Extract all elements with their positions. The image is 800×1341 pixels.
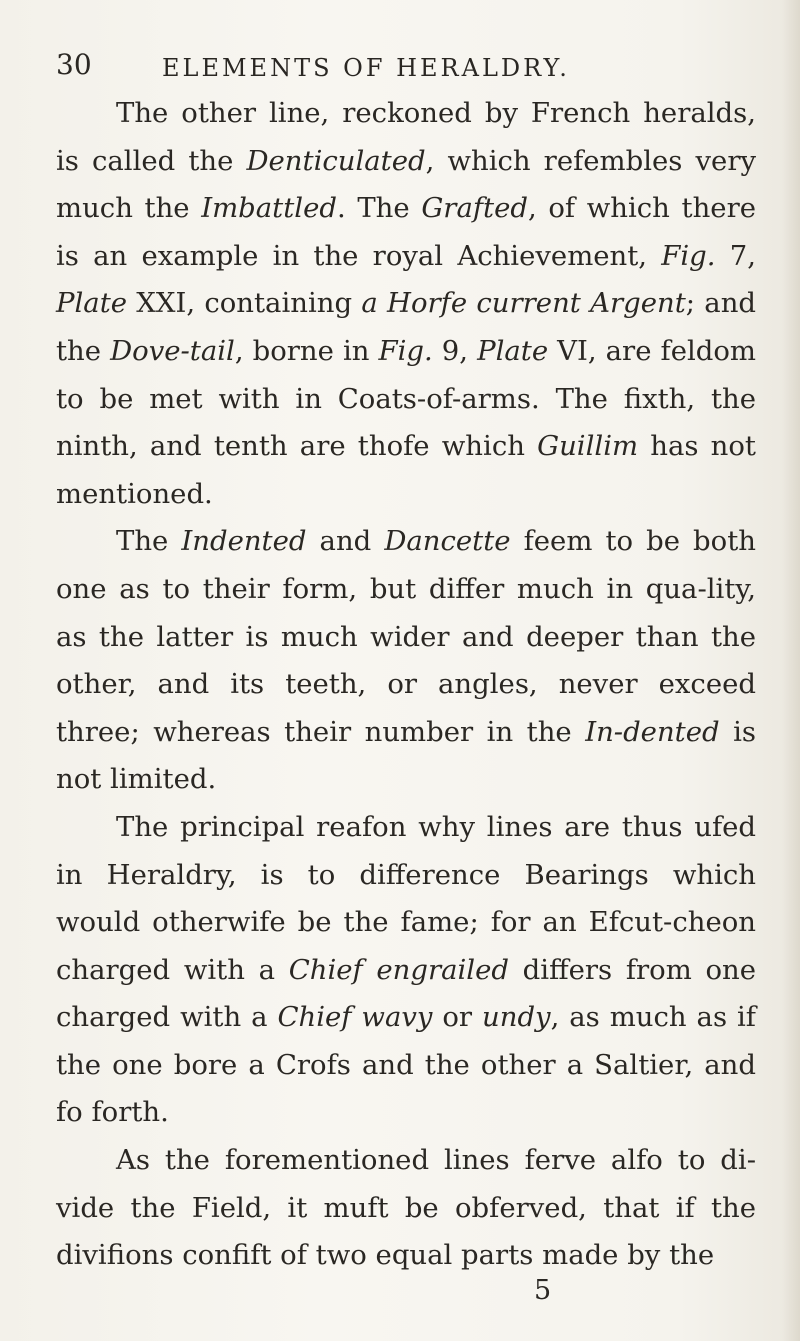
italic-text: Imbattled — [201, 192, 337, 225]
italic-text: Plate — [56, 287, 128, 320]
text-run: is not limited. — [56, 715, 756, 796]
text-run: The other line, reckoned by French heralds, is called the — [56, 97, 756, 177]
italic-text: Grafted — [421, 192, 528, 225]
catchword: 5 — [534, 1275, 552, 1306]
italic-text: Denticulated — [246, 144, 426, 177]
paragraph-2 — [56, 518, 756, 804]
text-run: ; and the — [56, 287, 757, 367]
text-run: VI, are feldom to be met with in Coats-of-arms. The fixth, the ninth, and tenth are thofe which — [56, 334, 756, 463]
italic-text: In-dented — [585, 715, 720, 748]
italic-text: Guillim — [537, 430, 639, 463]
italic-text: Plate — [477, 334, 549, 367]
text-run: , of which there is an example in the royal Achievement, — [56, 192, 756, 272]
text-run: , which refembles very much the — [56, 144, 756, 225]
page-number: 30 — [56, 48, 92, 81]
text-run: , as much as if the one bore a Crofs and the other a Saltier, and fo forth. — [56, 1001, 756, 1129]
italic-text: a Horfe current Argent — [361, 287, 686, 320]
body-text — [56, 90, 756, 1280]
italic-text: Dancette — [384, 525, 511, 558]
text-run: or — [432, 1001, 483, 1034]
text-run: As the forementioned lines ferve alfo to di-vide the Field, it muft be obferved, that if the divifions confift of two equal parts made by the — [56, 1144, 756, 1272]
text-run: , borne in — [234, 334, 379, 367]
paragraph-4 — [56, 1137, 756, 1280]
text-run: The — [116, 525, 182, 558]
text-run: and — [306, 525, 385, 558]
text-run: . The — [336, 192, 422, 225]
italic-text: undy — [482, 1001, 551, 1034]
text-run: has not mentioned. — [56, 430, 756, 510]
text-run: differs from one charged with a — [56, 953, 757, 1034]
text-run: XXI, containing — [127, 287, 362, 320]
running-head: ELEMENTS OF HERALDRY. — [162, 54, 570, 82]
italic-text: Dove-tail — [110, 334, 235, 367]
page-header — [56, 48, 706, 88]
italic-text: Fig. — [661, 239, 716, 272]
text-run: The principal reafon why lines are thus ufed in Heraldry, is to difference Bearings which would otherwife be the fame; for an Efcut-cheon charged with a — [56, 810, 756, 986]
italic-text: Chief engrailed — [288, 953, 509, 986]
italic-text: Indented — [181, 525, 307, 558]
text-run: feem to be both one as to their form, but differ much in qua-lity, as the latter is much wider and deeper than the other, and its teeth, or angles, never exceed three; whereas their number in the — [56, 525, 756, 748]
paragraph-1 — [56, 90, 756, 518]
italic-text: Fig. — [378, 334, 433, 367]
italic-text: Chief wavy — [277, 1001, 433, 1034]
page-edge-shadow — [782, 0, 800, 1341]
text-run: 9, — [432, 334, 478, 367]
paragraph-3 — [56, 804, 756, 1137]
text-run: 7, — [715, 239, 757, 272]
